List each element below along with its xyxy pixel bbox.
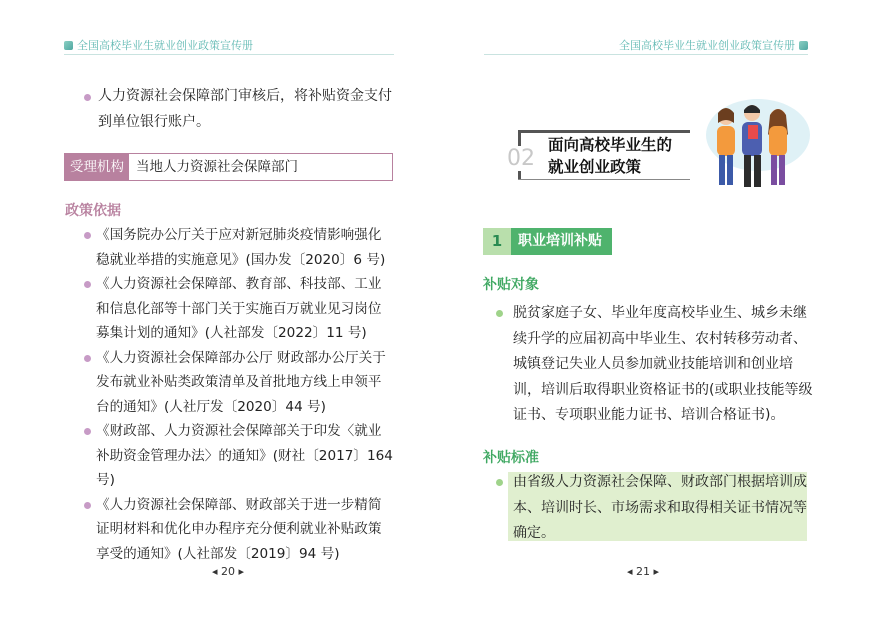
bullet-dot <box>84 94 91 101</box>
policy-item: 《人力资源社会保障部、教育部、科技部、工业和信息化部等十部门关于实施百万就业见习岗位募集计划的通知》(人社部发〔2022〕11 号) <box>80 272 395 346</box>
subsidy-standard-paragraph: 由省级人力资源社会保障、财政部门根据培训成本、培训时长、市场需求和取得相关证书情况等确定。 <box>496 470 812 547</box>
intro-paragraph: 人力资源社会保障部门审核后，将补贴资金支付到单位银行账户。 <box>80 84 400 135</box>
right-header-title: 全国高校毕业生就业创业政策宣传册 <box>619 39 795 52</box>
right-header-rule <box>484 54 808 55</box>
bullet-dot <box>84 232 91 239</box>
bullet-dot <box>84 428 91 435</box>
agency-label: 受理机构 <box>65 154 129 180</box>
right-running-header <box>619 37 808 53</box>
item-title: 职业培训补贴 <box>511 228 612 255</box>
policy-list <box>80 223 395 566</box>
bullet-dot <box>496 310 503 317</box>
policy-item: 《财政部、人力资源社会保障部关于印发〈就业补助资金管理办法〉的通知》(财社〔2017〕164号) <box>80 419 395 493</box>
section-title <box>548 134 672 178</box>
right-page-number: ◂ 21 ▸ <box>627 565 660 578</box>
agency-box <box>64 153 393 181</box>
left-header-title: 全国高校毕业生就业创业政策宣传册 <box>77 39 253 52</box>
left-running-header <box>64 37 253 53</box>
policy-basis-title: 政策依据 <box>65 203 121 219</box>
bullet-dot <box>84 281 91 288</box>
header-square-icon <box>799 41 808 50</box>
item-number: 1 <box>483 228 511 255</box>
bullet-dot <box>496 479 503 486</box>
agency-value: 当地人力资源社会保障部门 <box>136 159 298 175</box>
header-square-icon <box>64 41 73 50</box>
subsidy-object-title: 补贴对象 <box>483 277 539 293</box>
subsidy-standard-title: 补贴标准 <box>483 450 539 466</box>
left-header-rule <box>64 54 394 55</box>
graduates-illustration-icon <box>698 95 810 195</box>
left-page-number: ◂ 20 ▸ <box>212 565 245 578</box>
policy-item: 《人力资源社会保障部办公厅 财政部办公厅关于发布就业补贴类政策清单及首批地方线上申领平台的通知》(人社厅发〔2020〕44 号) <box>80 346 395 420</box>
bullet-dot <box>84 355 91 362</box>
section-number: 02 <box>507 146 535 171</box>
policy-item: 《国务院办公厅关于应对新冠肺炎疫情影响强化稳就业举措的实施意见》(国办发〔2020〕6 号) <box>80 223 395 272</box>
policy-item: 《人力资源社会保障部、财政部关于进一步精简证明材料和优化申办程序充分便利就业补贴政策享受的通知》(人社部发〔2019〕94 号) <box>80 493 395 567</box>
item-tag <box>483 228 612 255</box>
section-title-line1: 面向高校毕业生的 <box>548 136 673 154</box>
bullet-dot <box>84 502 91 509</box>
section-title-line2: 就业创业政策 <box>548 158 642 176</box>
subsidy-object-paragraph: 脱贫家庭子女、毕业年度高校毕业生、城乡未继续升学的应届初高中毕业生、农村转移劳动者、城镇登记失业人员参加就业技能培训和创业培训，培训后取得职业资格证书的(或职业技能等级证书、专项职业能力证书、培训合格证书)。 <box>496 301 814 429</box>
